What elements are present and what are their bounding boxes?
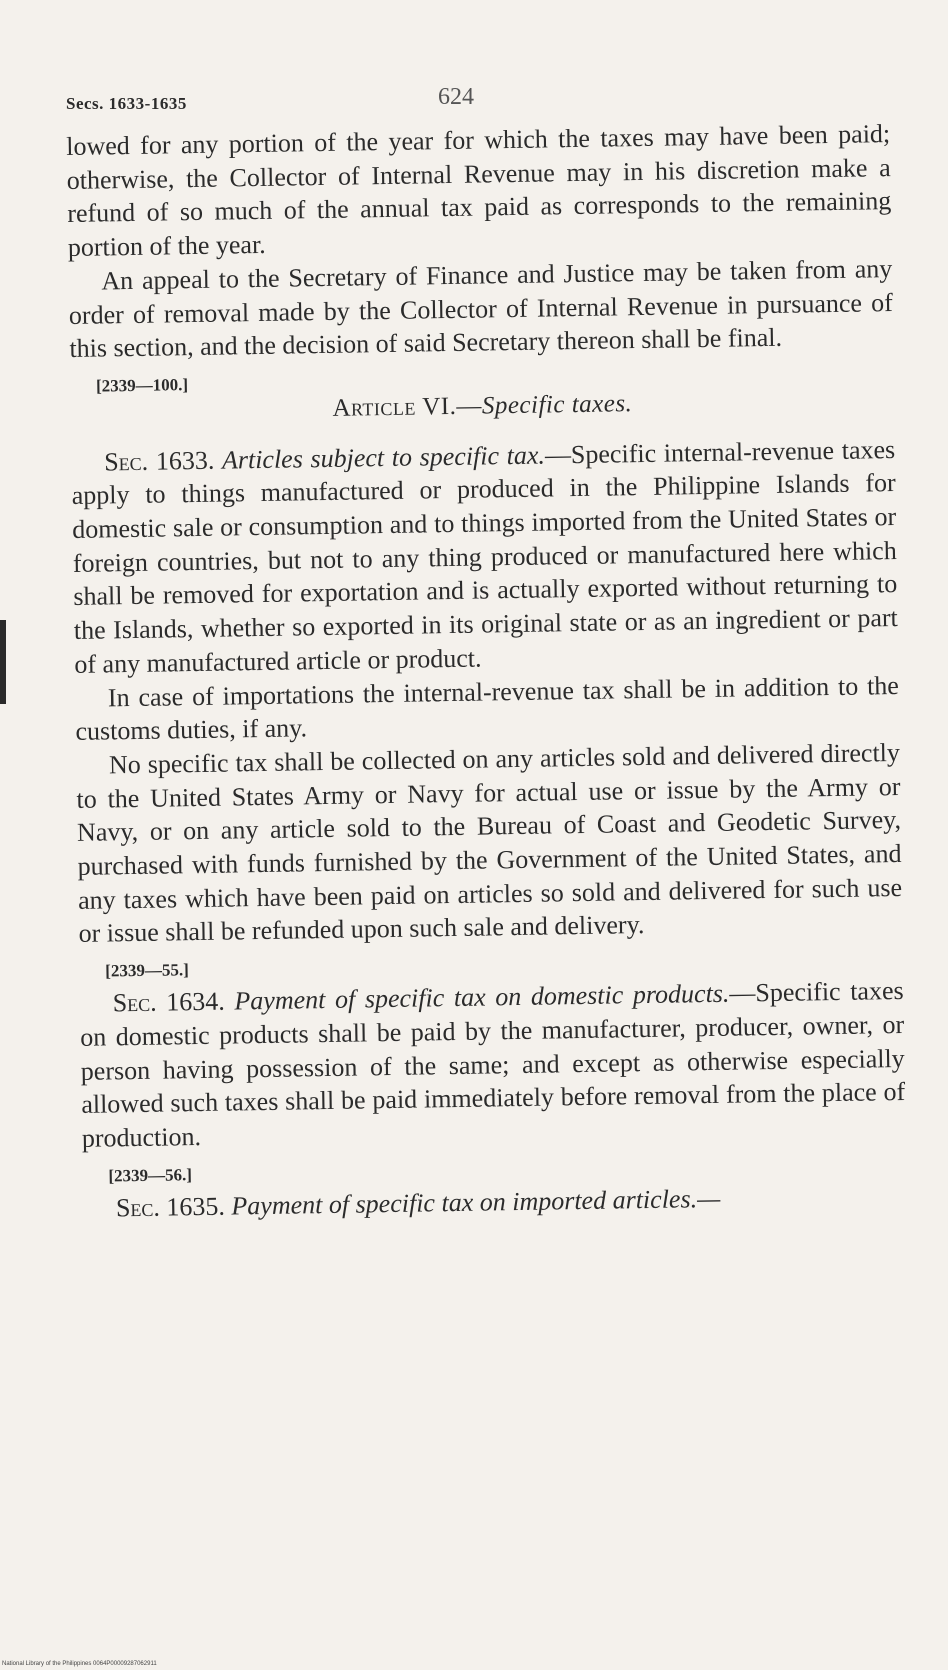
article-heading: Article VI.—Specific taxes.: [332, 390, 633, 422]
article-title: Specific taxes.: [481, 390, 633, 420]
reference-2339-56: [2339—56.]: [108, 1164, 193, 1186]
paragraph-appeal: An appeal to the Secretary of Finance and Justice may be taken from any order of removal made by the Collector of Internal Revenue in pursuance of this section, and the decision of said Secretary thereon shall be final.: [68, 253, 894, 364]
section-1634: Sec. 1634. Payment of specific tax on domestic products.—Specific taxes on domestic products shall be paid by the manufacturer, producer, owner, or person having possession of the same; and except as otherwise especially allowed such taxes shall be paid immediately before removal from the place of production.: [80, 976, 906, 1153]
section-1633: Sec. 1633. Articles subject to specific tax.—Specific internal-revenue taxes apply to things manufactured or produced in the Philippine Islands for domestic sale or consumption and to things imported from the United States or foreign countries, but not to any thing produced or manufactured here which shall be removed for exportation and is actually exported without returning to the Islands, whether so exported in its original state or as an ingredient or part of any manufactured article or product.: [71, 434, 898, 679]
section-1634-title: Payment of specific tax on domestic products.: [234, 978, 730, 1016]
page-body: [66, 117, 907, 1225]
section-1633-label: Sec. 1633.: [103, 445, 215, 477]
section-1635-label: Sec. 1635.: [115, 1191, 226, 1223]
page-header: [66, 84, 888, 118]
page-number: 624: [438, 84, 474, 110]
section-1633-title: Articles subject to specific tax.: [221, 440, 546, 475]
paragraph-no-specific-tax: No specific tax shall be collected on any articles sold and delivered directly to the United States Army or Navy for actual use or issue by the Army or Navy, or on any article sold to the Bureau of Coast and Geodetic Survey, purchased with funds furnished by the Government of the United States, and any taxes which have been paid on articles so sold and delivered for such use or issue shall be refunded upon such sale and delivery.: [76, 737, 903, 949]
reference-2339-55: [2339—55.]: [105, 960, 189, 981]
scan-footer: National Library of the Philippines 0064P00009287062911: [2, 1661, 157, 1667]
article-label: Article VI.: [332, 392, 457, 422]
margin-mark: [0, 620, 6, 704]
section-range: Secs. 1633-1635: [66, 94, 187, 113]
section-1634-text: Specific taxes on domestic products shall be paid by the manufacturer, producer, owner, or person having possession of the same; and except as otherwise especially allowed such taxes shall be paid immediately before removal from the place of production.: [80, 976, 906, 1153]
section-1635-title: Payment of specific tax on imported articles.—: [231, 1183, 721, 1221]
paragraph-importations: In case of importations the internal-revenue tax shall be in addition to the customs duties, if any.: [75, 670, 900, 747]
section-1633-text: Specific internal-revenue taxes apply to things manufactured or produced in the Philippine Islands for domestic sale or consumption and to things imported from the United States or foreign countries, but not to any thing produced or manufactured here which shall be removed for exportation and is actually exported without returning to the Islands, whether so exported in its original state or as an ingredient or part of any manufactured article or product.: [71, 434, 898, 679]
section-1634-label: Sec. 1634.: [112, 986, 226, 1018]
paragraph-continuation: lowed for any portion of the year for which the taxes may have been paid; otherwise, the Collector of Internal Revenue may in his discretion make a refund of so much of the annual tax paid as corresponds to the remaining portion of the year.: [66, 119, 892, 263]
reference-2339-100: [2339—100.]: [95, 375, 189, 396]
